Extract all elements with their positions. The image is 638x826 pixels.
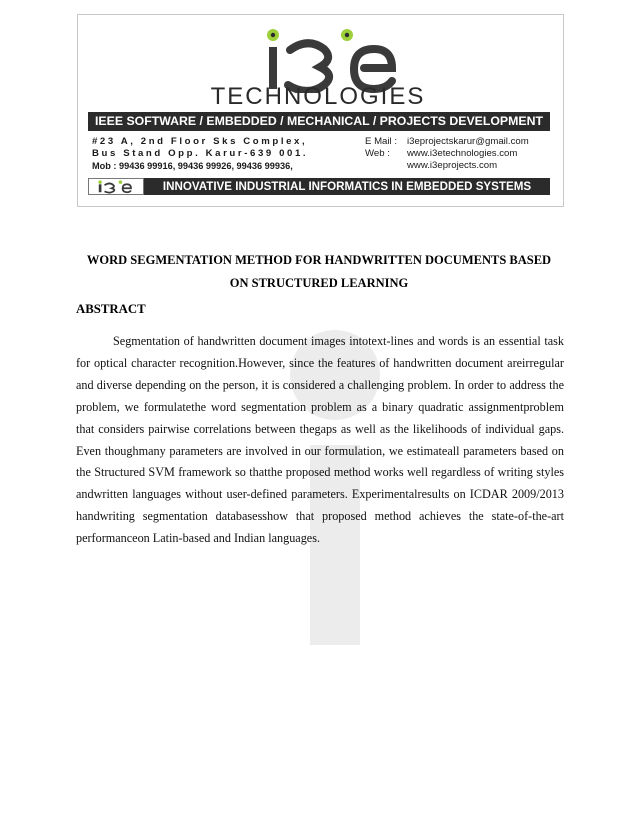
tagline-banner: INNOVATIVE INDUSTRIAL INFORMATICS IN EMBEDDED SYSTEMS (144, 178, 550, 195)
web-value: www.i3etechnologies.com (407, 148, 518, 159)
address-block (92, 136, 352, 172)
letterhead (77, 14, 564, 207)
contact-block (365, 136, 555, 172)
services-banner: IEEE SOFTWARE / EMBEDDED / MECHANICAL / PROJECTS DEVELOPMENT (88, 112, 550, 131)
title-line-1: WORD SEGMENTATION METHOD FOR HANDWRITTEN DOCUMENTS BASED (86, 253, 552, 267)
title-line-2: ON STRUCTURED LEARNING (229, 276, 409, 290)
web-row (365, 148, 555, 160)
address-line-1: #23 A, 2nd Floor Sks Complex, (92, 136, 308, 147)
document-title (60, 249, 578, 295)
address-line-2: Bus Stand Opp. Karur-639 001. (92, 148, 309, 159)
mobile-line: Mob : 99436 99916, 99436 99926, 99436 99936, (92, 161, 293, 171)
abstract-heading: ABSTRACT (76, 302, 146, 316)
email-value: i3eprojectskarur@gmail.com (407, 136, 529, 147)
i3e-mini-logo (88, 178, 144, 195)
abstract-body: Segmentation of handwritten document images intotext-lines and words is an essential task for optical character recognition.However, since the features of handwritten document areirregular and diverse depending on the person, it is considered a challenging problem. In order to address the problem, we formulatethe word segmentation problem as a binary quadratic assignmentproblem that considers pairwise correlations between thegaps as well as the likelihoods of individual gaps. Even thoughmany parameters are involved in our formulation, we estimateall parameters based on the Structured SVM framework so thatthe proposed method works well regardless of writing styles andwritten languages without user-defined parameters. Experimentalresults on ICDAR 2009/2013 handwriting segmentation databasesshow that proposed method achieves the state-of-the-art performanceon Latin-based and Indian languages. (76, 334, 564, 546)
web-value-2: www.i3eprojects.com (407, 160, 498, 171)
tagline-strip (88, 178, 550, 195)
email-label: E Mail : (365, 136, 397, 147)
email-row (365, 136, 555, 148)
brand-text: TECHNOLOGIES (210, 83, 426, 110)
web-label: Web : (365, 148, 390, 159)
